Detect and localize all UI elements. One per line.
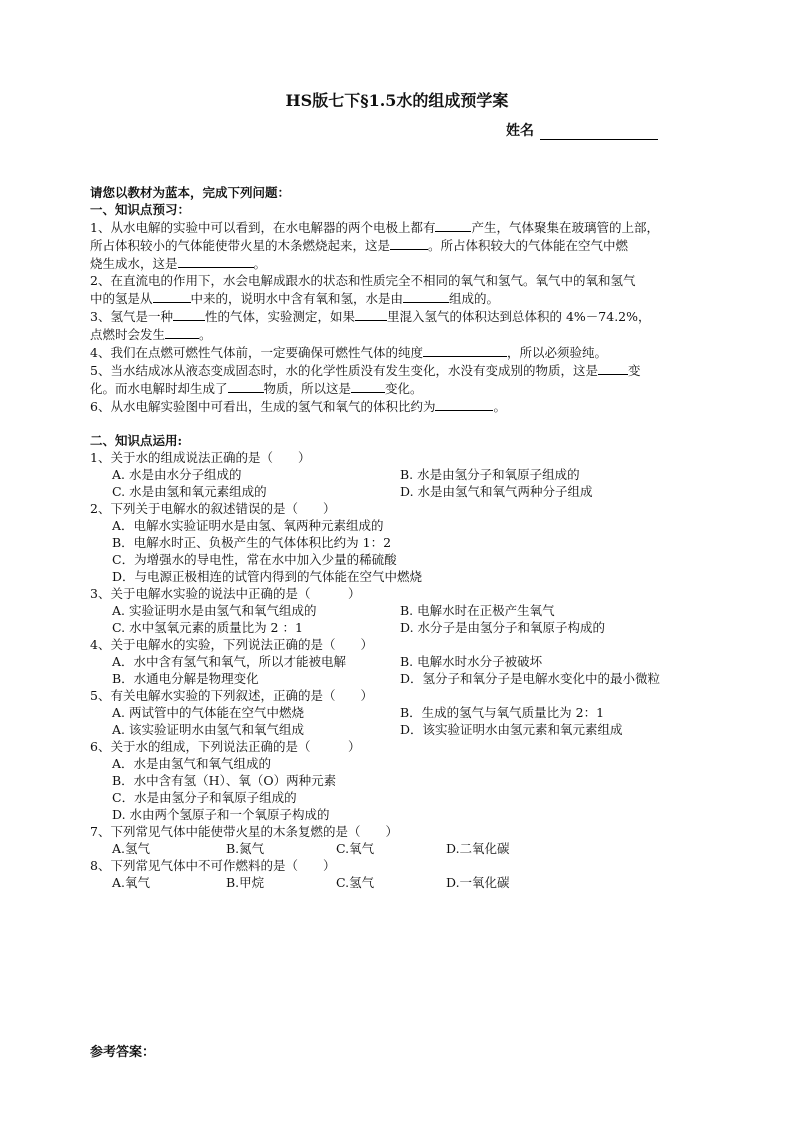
question-list — [90, 449, 708, 891]
blank[interactable] — [598, 361, 628, 375]
option-row — [90, 840, 708, 857]
preview-q2-line1: 2、在直流电的作用下，水会电解成跟水的状态和性质完全不相同的氧气和氢气。氧气中的氧和氢气 — [90, 273, 636, 288]
option-row — [90, 551, 708, 568]
blank[interactable] — [435, 397, 493, 411]
option[interactable]: B．电解水时正、负极产生的气体体积比约为 1：2 — [112, 535, 392, 550]
answers-label: 参考答案： — [90, 1045, 156, 1060]
intro-instruction: 请您以教材为蓝本，完成下列问题： — [90, 185, 291, 200]
option[interactable]: D．氢分子和氧分子是电解水变化中的最小微粒 — [400, 671, 661, 686]
preview-q1-line2: 所占体积较小的气体能使带火星的木条燃烧起来，这是 。所占体积较大的气体能在空气中燃 — [90, 238, 629, 253]
option[interactable]: B. 电解水时水分子被破坏 — [400, 654, 543, 669]
option[interactable]: D．该实验证明水由氢元素和氧元素组成 — [400, 722, 623, 737]
preview-q1-line3: 烧生成水，这是 。 — [90, 256, 267, 271]
preview-q3-line1: 3、氢气是一种 性的气体，实验测定，如果 里混入氢气的体积达到总体积的 4%－74.2%， — [90, 309, 651, 324]
preview-q2-line2: 中的氢是从 中来的，说明水中含有氧和氢，水是由 组成的。 — [90, 291, 500, 306]
blank[interactable] — [390, 236, 428, 250]
option-row — [90, 602, 708, 619]
preview-q5-line1: 5、当水结成冰从液态变成固态时，水的化学性质没有发生变化，水没有变成别的物质，这是 变 — [90, 363, 641, 378]
option-row — [90, 772, 708, 789]
question-stem: 3、关于电解水实验的说法中正确的是（ ） — [90, 586, 361, 601]
option-row — [90, 517, 708, 534]
preview-q1-line1: 1、从水电解的实验中可以看到，在水电解器的两个电极上都有 产生，气体聚集在玻璃管的上部， — [90, 220, 659, 235]
option-row — [90, 721, 708, 738]
option[interactable]: D．与电源正极相连的试管内得到的气体能在空气中燃烧 — [112, 569, 423, 584]
blank[interactable] — [423, 343, 507, 357]
worksheet-content — [90, 184, 708, 891]
blank[interactable] — [403, 289, 449, 303]
option-row — [90, 534, 708, 551]
option[interactable]: A．水中含有氢气和氧气，所以才能被电解 — [112, 654, 347, 669]
name-field — [506, 120, 658, 140]
option-row — [90, 619, 708, 636]
option-row — [90, 670, 708, 687]
page-title: HS版七下§1.5水的组成预学案 — [285, 91, 509, 110]
preview-q6: 6、从水电解实验图中可看出，生成的氢气和氧气的体积比约为 。 — [90, 399, 506, 414]
option-row — [90, 568, 708, 585]
option[interactable]: A．水是由氢气和氧气组成的 — [112, 756, 272, 771]
option[interactable]: A. 实验证明水是由氢气和氧气组成的 — [112, 603, 317, 618]
question-stem: 4、关于电解水的实验，下列说法正确的是（ ） — [90, 637, 373, 652]
option[interactable]: D.一氧化碳 — [446, 875, 510, 890]
option-row — [90, 483, 708, 500]
section2-heading: 二、知识点运用: — [90, 433, 183, 448]
blank[interactable] — [351, 379, 385, 393]
question-stem: 2、下列关于电解水的叙述错误的是（ ） — [90, 501, 336, 516]
blank[interactable] — [165, 325, 199, 339]
question-stem: 5、有关电解水实验的下列叙述，正确的是（ ） — [90, 688, 373, 703]
blank[interactable] — [435, 218, 471, 232]
question-stem: 8、下列常见气体中不可作燃料的是（ ） — [90, 858, 336, 873]
option-row — [90, 806, 708, 823]
option[interactable]: B.氮气 — [226, 841, 265, 856]
name-label: 姓名 — [506, 123, 534, 139]
blank[interactable] — [173, 307, 205, 321]
blank[interactable] — [355, 307, 387, 321]
preview-q3-line2: 点燃时会发生 。 — [90, 327, 212, 342]
option-row — [90, 755, 708, 772]
option-row — [90, 466, 708, 483]
option[interactable]: B. 水是由氢分子和氧原子组成的 — [400, 467, 580, 482]
option[interactable]: C. 水中氢氧元素的质量比为 2 ：1 — [112, 620, 303, 635]
option[interactable]: B．水通电分解是物理变化 — [112, 671, 259, 686]
name-blank[interactable] — [540, 125, 658, 140]
option[interactable]: B. 电解水时在正极产生氧气 — [400, 603, 555, 618]
option[interactable]: C．为增强水的导电性，常在水中加入少量的稀硫酸 — [112, 552, 397, 567]
option-row — [90, 653, 708, 670]
option[interactable]: B．生成的氢气与氧气质量比为 2：1 — [400, 705, 605, 720]
preview-q4: 4、我们在点燃可燃性气体前，一定要确保可燃性气体的纯度 ，所以必须验纯。 — [90, 345, 607, 360]
option[interactable]: A. 两试管中的气体能在空气中燃烧 — [112, 705, 304, 720]
option[interactable]: C.氧气 — [336, 841, 375, 856]
option[interactable]: D. 水是由氢气和氧气两种分子组成 — [400, 484, 593, 499]
blank[interactable] — [153, 289, 191, 303]
preview-q5-line2: 化。而水电解时却生成了 物质，所以这是 变化。 — [90, 381, 423, 396]
option[interactable]: D. 水由两个氢原子和一个氧原子构成的 — [112, 807, 330, 822]
question-stem: 1、关于水的组成说法正确的是（ ） — [90, 450, 311, 465]
blank[interactable] — [178, 254, 254, 268]
option[interactable]: B.甲烷 — [226, 875, 265, 890]
option[interactable]: A.氧气 — [112, 875, 151, 890]
option[interactable]: B．水中含有氢（H）、氧（O）两种元素 — [112, 773, 337, 788]
option[interactable]: C．水是由氢分子和氧原子组成的 — [112, 790, 297, 805]
option[interactable]: A. 该实验证明水由氢气和氧气组成 — [112, 722, 304, 737]
option[interactable]: D.二氧化碳 — [446, 841, 510, 856]
option-row — [90, 704, 708, 721]
option[interactable]: A.氢气 — [112, 841, 151, 856]
blank[interactable] — [228, 379, 264, 393]
option[interactable]: A．电解水实验证明水是由氢、氧两种元素组成的 — [112, 518, 384, 533]
option-row — [90, 789, 708, 806]
option[interactable]: A. 水是由水分子组成的 — [112, 467, 242, 482]
option-row — [90, 874, 708, 891]
option[interactable]: C.氢气 — [336, 875, 375, 890]
section1-heading: 一、知识点预习： — [90, 202, 191, 217]
question-stem: 7、下列常见气体中能使带火星的木条复燃的是（ ） — [90, 824, 398, 839]
option[interactable]: C. 水是由氢和氧元素组成的 — [112, 484, 267, 499]
option[interactable]: D. 水分子是由氢分子和氧原子构成的 — [400, 620, 606, 635]
question-stem: 6、关于水的组成，下列说法正确的是（ ） — [90, 739, 361, 754]
